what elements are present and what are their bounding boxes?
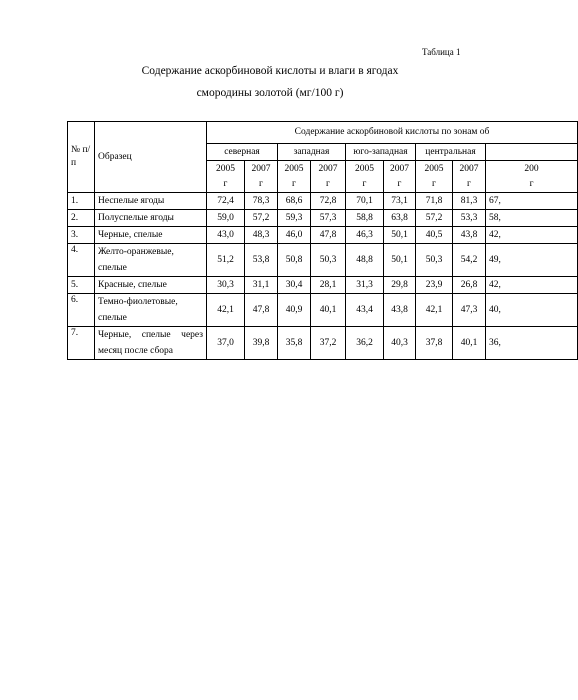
row-value: 40,1 xyxy=(311,294,346,327)
row-value: 35,8 xyxy=(278,327,311,360)
row-value: 46,3 xyxy=(346,227,384,244)
row-value: 54,2 xyxy=(453,244,486,277)
row-value: 59,3 xyxy=(278,210,311,227)
row-value: 47,8 xyxy=(311,227,346,244)
row-value: 78,3 xyxy=(245,193,278,210)
header-year-unit: г xyxy=(432,178,436,189)
row-number: 6. xyxy=(68,294,95,327)
row-value: 58, xyxy=(486,210,578,227)
row-value: 50,1 xyxy=(384,244,416,277)
header-year-unit: г xyxy=(259,178,263,189)
header-year-value: 2005 xyxy=(355,163,374,174)
row-sample: Красные, спелые xyxy=(95,277,207,294)
table-number-label: Таблица 1 xyxy=(422,47,461,57)
header-year-unit: г xyxy=(292,178,296,189)
table-row xyxy=(68,227,578,244)
table-row xyxy=(68,277,578,294)
row-value: 42, xyxy=(486,227,578,244)
row-value: 37,0 xyxy=(207,327,245,360)
row-value: 26,8 xyxy=(453,277,486,294)
row-value: 63,8 xyxy=(384,210,416,227)
row-value: 47,8 xyxy=(245,294,278,327)
header-year-unit: г xyxy=(326,178,330,189)
header-year xyxy=(416,161,453,193)
header-year-unit: г xyxy=(223,178,228,189)
row-sample: Черные, спелые xyxy=(95,227,207,244)
row-value: 48,3 xyxy=(245,227,278,244)
row-sample: Желто-оранжевые, спелые xyxy=(95,244,207,277)
row-value: 40,1 xyxy=(453,327,486,360)
row-value: 57,3 xyxy=(311,210,346,227)
row-value: 50,8 xyxy=(278,244,311,277)
row-value: 53,3 xyxy=(453,210,486,227)
header-year xyxy=(311,161,346,193)
data-table xyxy=(67,121,578,360)
table-container xyxy=(67,121,539,371)
header-zone: центральная xyxy=(416,144,486,161)
row-value: 48,8 xyxy=(346,244,384,277)
row-number: 5. xyxy=(68,277,95,294)
header-zone xyxy=(486,144,578,161)
header-year xyxy=(486,161,578,193)
row-value: 28,1 xyxy=(311,277,346,294)
row-value: 40,3 xyxy=(384,327,416,360)
row-value: 43,8 xyxy=(384,294,416,327)
table-row xyxy=(68,327,578,360)
row-value: 50,3 xyxy=(311,244,346,277)
header-year-value: 2007 xyxy=(251,163,271,174)
row-value: 40, xyxy=(486,294,578,327)
header-year-value: 2005 xyxy=(424,163,444,174)
row-value: 23,9 xyxy=(416,277,453,294)
header-zone: юго-западная xyxy=(346,144,416,161)
row-value: 30,4 xyxy=(278,277,311,294)
row-sample: Черные, спелые через месяц после сбора xyxy=(95,327,207,360)
row-value: 43,4 xyxy=(346,294,384,327)
row-number: 2. xyxy=(68,210,95,227)
header-year xyxy=(245,161,278,193)
header-sample: Образец xyxy=(95,122,207,193)
row-value: 57,2 xyxy=(416,210,453,227)
header-year-unit: г xyxy=(529,178,534,189)
row-value: 68,6 xyxy=(278,193,311,210)
row-number: 4. xyxy=(68,244,95,277)
header-year-value: 2005 xyxy=(284,163,304,174)
header-year-value: 200 xyxy=(524,163,539,174)
row-value: 43,0 xyxy=(207,227,245,244)
header-year-value: 2005 xyxy=(216,163,235,174)
row-value: 70,1 xyxy=(346,193,384,210)
header-zone: западная xyxy=(278,144,346,161)
header-year xyxy=(278,161,311,193)
header-year xyxy=(453,161,486,193)
row-value: 42,1 xyxy=(416,294,453,327)
header-year xyxy=(207,161,245,193)
header-year xyxy=(384,161,416,193)
row-value: 50,3 xyxy=(416,244,453,277)
header-year-unit: г xyxy=(467,178,471,189)
row-value: 59,0 xyxy=(207,210,245,227)
table-row xyxy=(68,193,578,210)
row-number: 7. xyxy=(68,327,95,360)
row-value: 37,2 xyxy=(311,327,346,360)
row-value: 36,2 xyxy=(346,327,384,360)
row-value: 36, xyxy=(486,327,578,360)
row-value: 47,3 xyxy=(453,294,486,327)
row-value: 29,8 xyxy=(384,277,416,294)
row-sample: Темно-фиолетовые, спелые xyxy=(95,294,207,327)
header-year-unit: г xyxy=(362,178,367,189)
row-value: 72,8 xyxy=(311,193,346,210)
header-year-value: 2007 xyxy=(390,163,409,174)
header-year xyxy=(346,161,384,193)
row-number: 1. xyxy=(68,193,95,210)
header-year-value: 2007 xyxy=(318,163,338,174)
row-value: 50,1 xyxy=(384,227,416,244)
header-year-value: 2007 xyxy=(459,163,479,174)
row-value: 43,8 xyxy=(453,227,486,244)
row-value: 81,3 xyxy=(453,193,486,210)
row-value: 71,8 xyxy=(416,193,453,210)
row-value: 40,5 xyxy=(416,227,453,244)
row-value: 31,3 xyxy=(346,277,384,294)
row-value: 40,9 xyxy=(278,294,311,327)
row-value: 72,4 xyxy=(207,193,245,210)
header-group: Содержание аскорбиновой кислоты по зонам об xyxy=(207,122,578,144)
header-year-unit: г xyxy=(397,178,402,189)
table-row xyxy=(68,244,578,277)
row-value: 67, xyxy=(486,193,578,210)
row-sample: Полуспелые ягоды xyxy=(95,210,207,227)
row-value: 37,8 xyxy=(416,327,453,360)
table-title-line-1: Содержание аскорбиновой кислоты и влаги в ягодах xyxy=(141,65,399,77)
row-sample: Неспелые ягоды xyxy=(95,193,207,210)
row-number: 3. xyxy=(68,227,95,244)
row-value: 49, xyxy=(486,244,578,277)
row-value: 30,3 xyxy=(207,277,245,294)
row-value: 31,1 xyxy=(245,277,278,294)
row-value: 57,2 xyxy=(245,210,278,227)
row-value: 42, xyxy=(486,277,578,294)
row-value: 42,1 xyxy=(207,294,245,327)
header-num: № п/п xyxy=(68,122,95,193)
table-row xyxy=(68,210,578,227)
header-zone: северная xyxy=(207,144,278,161)
table-title-line-2: смородины золотой (мг/100 г) xyxy=(196,87,344,99)
row-value: 53,8 xyxy=(245,244,278,277)
table-row xyxy=(68,294,578,327)
row-value: 58,8 xyxy=(346,210,384,227)
row-value: 46,0 xyxy=(278,227,311,244)
row-value: 39,8 xyxy=(245,327,278,360)
row-value: 51,2 xyxy=(207,244,245,277)
row-value: 73,1 xyxy=(384,193,416,210)
